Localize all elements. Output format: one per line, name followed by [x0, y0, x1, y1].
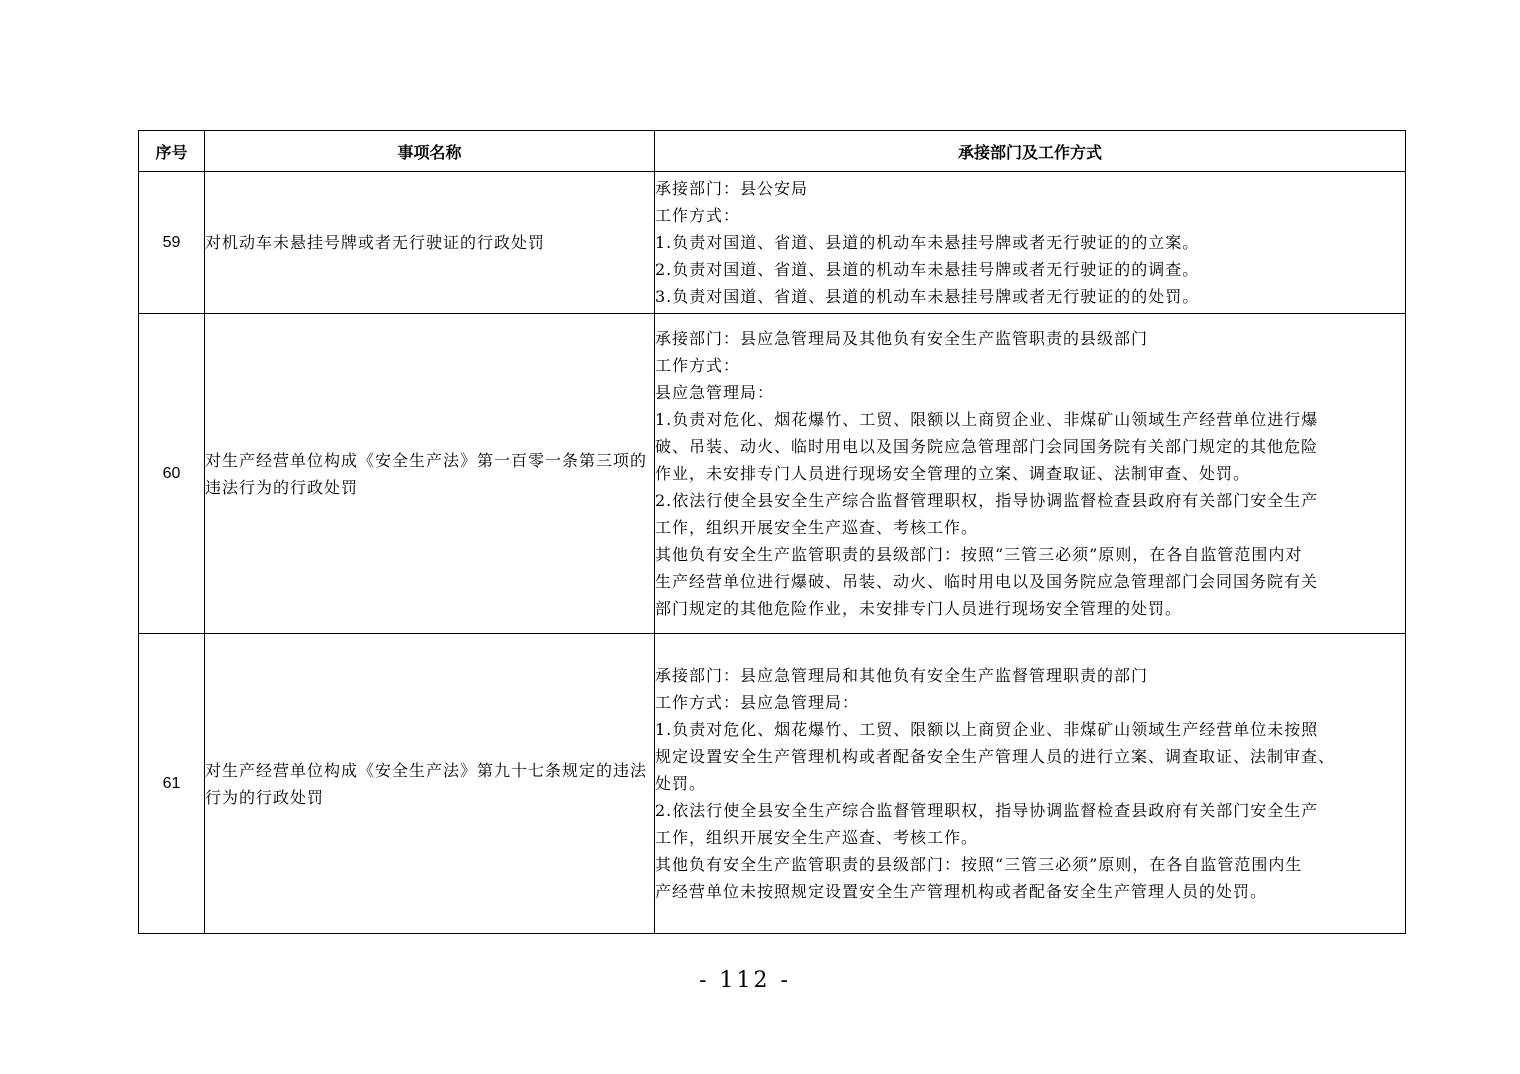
- row-department-method: [655, 172, 1406, 314]
- table-row: [139, 314, 1406, 634]
- row-matter-name: 对生产经营单位构成《安全生产法》第九十七条规定的违法行为的行政处罚: [205, 634, 655, 934]
- page-number: - 112 -: [699, 968, 791, 993]
- row-matter-name: 对生产经营单位构成《安全生产法》第一百零一条第三项的违法行为的行政处罚: [205, 314, 655, 634]
- dept-line: 1.负责对危化、烟花爆竹、工贸、限额以上商贸企业、非煤矿山领域生产经营单位未按照: [655, 720, 1319, 739]
- row-serial-number: 61: [139, 634, 205, 934]
- matters-table: [138, 130, 1406, 934]
- dept-line: 部门规定的其他危险作业，未安排专门人员进行现场安全管理的处罚。: [655, 599, 1183, 618]
- dept-line: 其他负有安全生产监管职责的县级部门：按照“三管三必须”原则，在各自监管范围内对: [655, 545, 1303, 564]
- dept-line: 工作，组织开展安全生产巡查、考核工作。: [655, 518, 979, 537]
- dept-line: 1.负责对国道、省道、县道的机动车未悬挂号牌或者无行驶证的的立案。: [655, 233, 1200, 252]
- dept-line: 作业，未安排专门人员进行现场安全管理的立案、调查取证、法制审查、处罚。: [655, 464, 1251, 483]
- header-serial-number: 序号: [139, 131, 205, 172]
- dept-line: 处罚。: [655, 774, 707, 793]
- table-row: [139, 634, 1406, 934]
- dept-line: 承接部门：县应急管理局及其他负有安全生产监管职责的县级部门: [655, 329, 1149, 348]
- row-serial-number: 60: [139, 314, 205, 634]
- table-row: [139, 172, 1406, 314]
- row-serial-number: 59: [139, 172, 205, 314]
- dept-line: 产经营单位未按照规定设置安全生产管理机构或者配备安全生产管理人员的处罚。: [655, 882, 1268, 901]
- dept-line: 2.依法行使全县安全生产综合监督管理职权，指导协调监督检查县政府有关部门安全生产: [655, 801, 1319, 820]
- dept-line: 县应急管理局：: [655, 383, 775, 402]
- table-header-row: [139, 131, 1406, 172]
- dept-line: 生产经营单位进行爆破、吊装、动火、临时用电以及国务院应急管理部门会同国务院有关: [655, 572, 1319, 591]
- dept-line: 工作方式：: [655, 206, 741, 225]
- dept-line: 其他负有安全生产监管职责的县级部门：按照“三管三必须”原则，在各自监管范围内生: [655, 855, 1303, 874]
- dept-line: 承接部门：县公安局: [655, 179, 809, 198]
- dept-line: 工作方式：县应急管理局：: [655, 693, 860, 712]
- header-matter-name: 事项名称: [205, 131, 655, 172]
- dept-line: 破、吊装、动火、临时用电以及国务院应急管理部门会同国务院有关部门规定的其他危险: [655, 437, 1319, 456]
- row-matter-name: 对机动车未悬挂号牌或者无行驶证的行政处罚: [205, 172, 655, 314]
- row-department-method: [655, 314, 1406, 634]
- dept-line: 工作方式：: [655, 356, 741, 375]
- dept-line: 1.负责对危化、烟花爆竹、工贸、限额以上商贸企业、非煤矿山领域生产经营单位进行爆: [655, 410, 1319, 429]
- dept-line: 2.依法行使全县安全生产综合监督管理职权，指导协调监督检查县政府有关部门安全生产: [655, 491, 1319, 510]
- dept-line: 3.负责对国道、省道、县道的机动车未悬挂号牌或者无行驶证的的处罚。: [655, 287, 1200, 306]
- dept-line: 规定设置安全生产管理机构或者配备安全生产管理人员的进行立案、调查取证、法制审查、: [655, 747, 1336, 766]
- dept-line: 工作，组织开展安全生产巡查、考核工作。: [655, 828, 979, 847]
- row-department-method: [655, 634, 1406, 934]
- header-department-method: 承接部门及工作方式: [655, 131, 1406, 172]
- dept-line: 2.负责对国道、省道、县道的机动车未悬挂号牌或者无行驶证的的调查。: [655, 260, 1200, 279]
- dept-line: 承接部门：县应急管理局和其他负有安全生产监督管理职责的部门: [655, 666, 1149, 685]
